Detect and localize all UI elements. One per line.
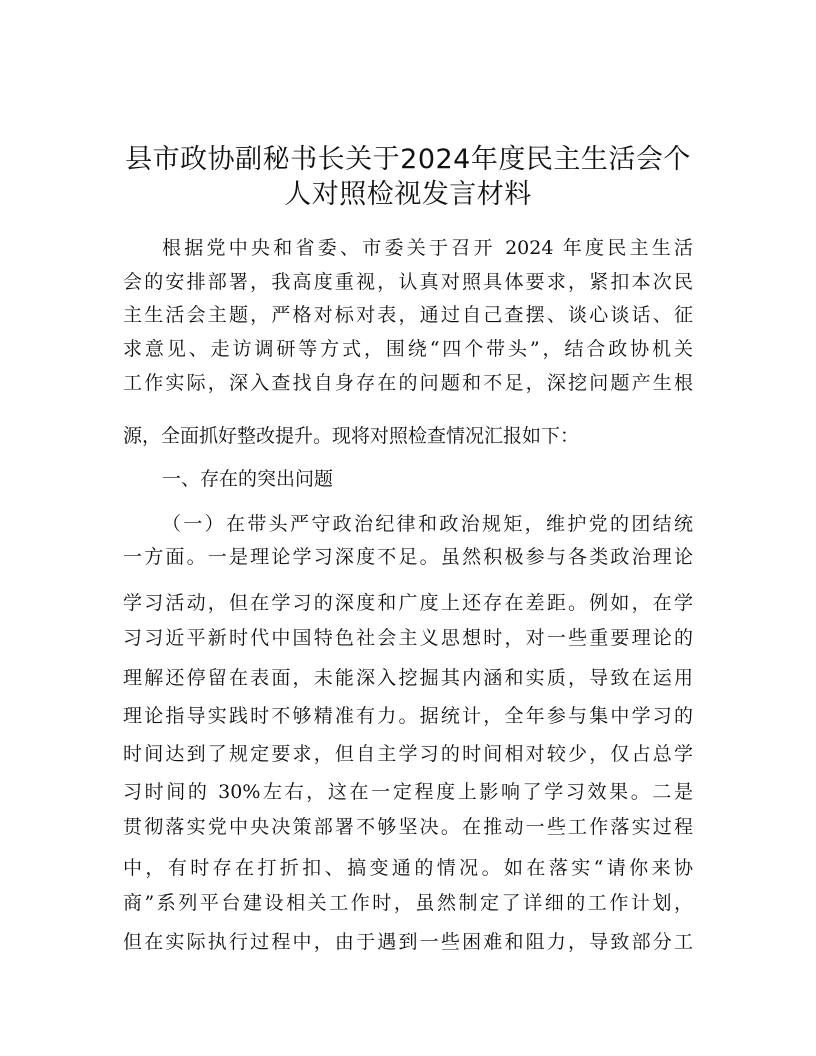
paragraph-line: （一）在带头严守政治纪律和政治规矩，维护党的团结统 bbox=[162, 513, 693, 535]
paragraph-line: 根据党中央和省委、市委关于召开 2024 年度民主生活 bbox=[162, 237, 693, 259]
paragraph-line: 求意见、走访调研等方式，围绕“四个带头”，结合政协机关 bbox=[123, 338, 693, 360]
paragraph-line: 会的安排部署，我高度重视，认真对照具体要求，紧扣本次民 bbox=[123, 271, 693, 293]
paragraph-line: 工作实际，深入查找自身存在的问题和不足，深挖问题产生根 bbox=[123, 372, 693, 394]
paragraph-line: 主生活会主题，严格对标对表，通过自己查摆、谈心谈话、征 bbox=[123, 304, 693, 326]
paragraph-line: 商”系列平台建设相关工作时，虽然制定了详细的工作计划， bbox=[123, 892, 693, 914]
paragraph-line: 源，全面抓好整改提升。现将对照检查情况汇报如下： bbox=[123, 425, 580, 447]
paragraph-line: 时间达到了规定要求，但自主学习的时间相对较少，仅占总学 bbox=[123, 743, 693, 765]
paragraph-line: 贯彻落实党中央决策部署不够坚决。在推动一些工作落实过程 bbox=[123, 816, 693, 838]
paragraph-line: 一方面。一是理论学习深度不足。虽然积极参与各类政治理论 bbox=[123, 546, 693, 568]
section-heading: 一、存在的突出问题 bbox=[162, 468, 334, 490]
document-title-line-1: 县市政协副秘书长关于2024年度民主生活会个 bbox=[125, 144, 691, 175]
paragraph-line: 习习近平新时代中国特色社会主义思想时，对一些重要理论的 bbox=[123, 627, 693, 649]
paragraph-line: 习时间的 30%左右，这在一定程度上影响了学习效果。二是 bbox=[123, 781, 693, 803]
paragraph-line: 学习活动，但在学习的深度和广度上还存在差距。例如，在学 bbox=[123, 592, 693, 614]
paragraph-line: 理解还停留在表面，未能深入挖掘其内涵和实质，导致在运用 bbox=[123, 667, 693, 689]
paragraph-line: 中，有时存在打折扣、搞变通的情况。如在落实“请你来协 bbox=[123, 857, 693, 879]
paragraph-line: 但在实际执行过程中，由于遇到一些困难和阻力，导致部分工 bbox=[123, 931, 693, 953]
document-title-line-2: 人对照检视发言材料 bbox=[284, 179, 532, 210]
paragraph-line: 理论指导实践时不够精准有力。据统计，全年参与集中学习的 bbox=[123, 705, 693, 727]
